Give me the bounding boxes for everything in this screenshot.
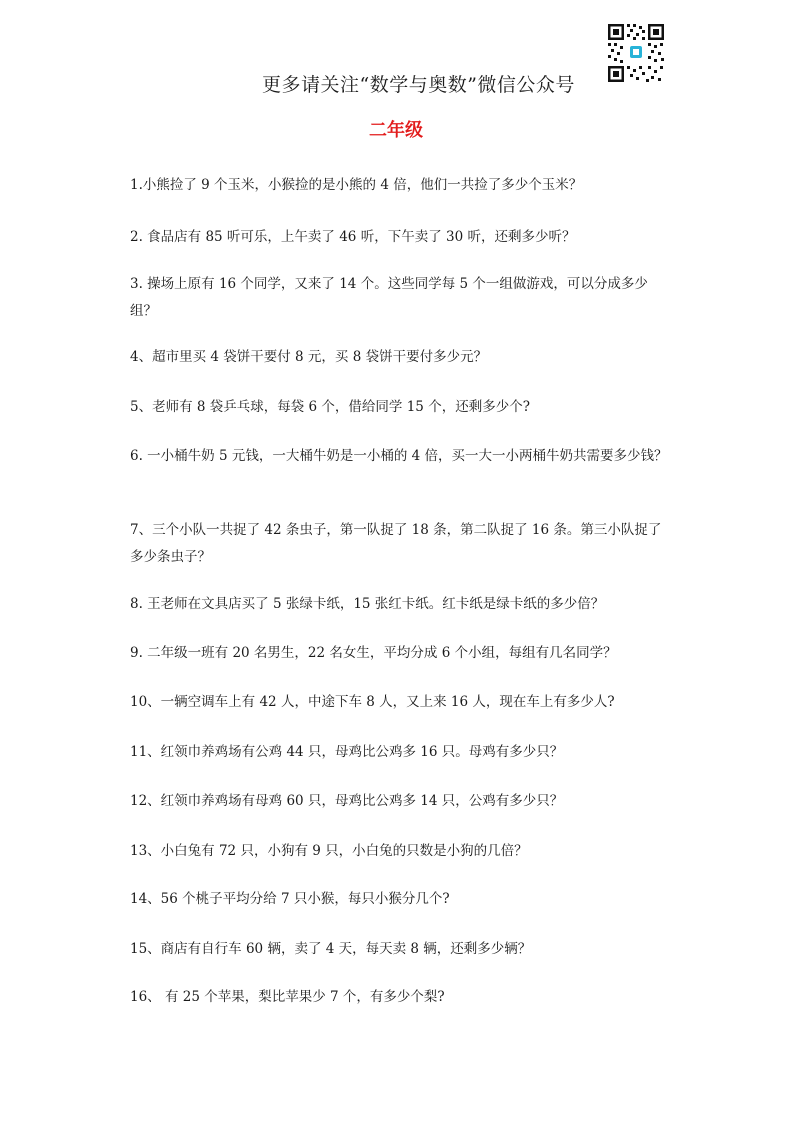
question-13: 13、小白兔有 72 只，小狗有 9 只，小白兔的只数是小狗的几倍？	[130, 843, 528, 859]
question-8: 8. 王老师在文具店买了 5 张绿卡纸，15 张红卡纸。红卡纸是绿卡纸的多少倍？	[130, 596, 605, 612]
qr-code-image	[606, 22, 666, 84]
question-4: 4、超市里买 4 袋饼干要付 8 元，买 8 袋饼干要付多少元？	[130, 349, 488, 365]
question-3: 3. 操场上原有 16 个同学，又来了 14 个。这些同学每 5 个一组做游戏，可以分成多少组？	[130, 276, 648, 319]
header-text: 更多请关注“数学与奥数”微信公众号	[262, 74, 575, 96]
question-1: 1.小熊捡了 9 个玉米，小猴捡的是小熊的 4 倍，他们一共捡了多少个玉米？	[130, 177, 583, 193]
question-10: 10、一辆空调车上有 42 人，中途下车 8 人，又上来 16 人，现在车上有多少人?	[130, 694, 615, 710]
question-15: 15、商店有自行车 60 辆，卖了 4 天，每天卖 8 辆，还剩多少辆？	[130, 941, 532, 957]
question-12: 12、红领巾养鸡场有母鸡 60 只，母鸡比公鸡多 14 只，公鸡有多少只？	[130, 793, 564, 809]
question-9: 9. 二年级一班有 20 名男生，22 名女生，平均分成 6 个小组，每组有几名同学？	[130, 645, 617, 661]
question-16: 16、 有 25 个苹果，梨比苹果少 7 个，有多少个梨?	[130, 989, 445, 1005]
question-14: 14、56 个桃子平均分给 7 只小猴，每只小猴分几个?	[130, 891, 450, 907]
question-7: 7、三个小队一共捉了 42 条虫子，第一队捉了 18 条，第二队捉了 16 条。第三小队捉了多少条虫子？	[130, 522, 662, 565]
question-5: 5、老师有 8 袋乒乓球，每袋 6 个，借给同学 15 个，还剩多少个?	[130, 399, 530, 415]
question-2: 2. 食品店有 85 听可乐，上午卖了 46 听，下午卖了 30 听，还剩多少听？	[130, 229, 576, 245]
question-11: 11、红领巾养鸡场有公鸡 44 只，母鸡比公鸡多 16 只。母鸡有多少只？	[130, 744, 564, 760]
question-6: 6. 一小桶牛奶 5 元钱，一大桶牛奶是一小桶的 4 倍，买一大一小两桶牛奶共需要多少钱？	[130, 448, 668, 464]
page-title: 二年级	[369, 120, 423, 141]
